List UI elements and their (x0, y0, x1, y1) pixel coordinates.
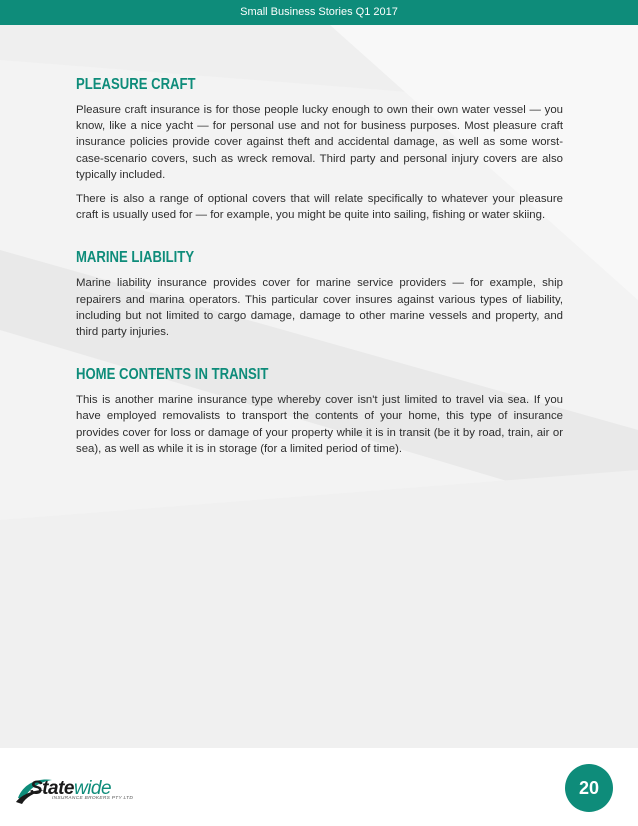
section-home-contents-in-transit (76, 366, 563, 457)
page-number: 20 (578, 778, 600, 798)
logo-wordmark: Statewide (30, 778, 112, 799)
statewide-logo (18, 778, 134, 806)
header-title: Small Business Stories Q1 2017 (240, 6, 398, 18)
page-header (0, 0, 638, 25)
paragraph: There is also a range of optional covers that will relate specifically to whatever your pleasure craft is usually used for — for example, you might be quite into sailing, fishing or water skiing. (76, 193, 563, 222)
paragraph: Marine liability insurance provides cover for marine service providers — for example, ship repairers and marina operators. This particular cover insures against various types of liability, including but not limited to cargo damage, damage to other marine vessels and property, and third party injuries. (76, 277, 563, 339)
section-pleasure-craft (76, 76, 563, 223)
section-marine-liability (76, 249, 563, 340)
paragraph: Pleasure craft insurance is for those people lucky enough to own their own water vessel — you know, like a nice yacht — for personal use and not for business purposes. Most pleasure craft insurance policies provide cover against theft and accidental damage, as well as some worst-case-scenario covers, such as wreck removal. Third party and personal injury covers are also typically included. (76, 104, 563, 181)
section-heading: HOME CONTENTS IN TRANSIT (76, 366, 269, 384)
section-heading: PLEASURE CRAFT (76, 76, 196, 93)
page-number-badge (565, 764, 613, 812)
logo-subtitle: INSURANCE BROKERS PTY LTD (52, 796, 134, 801)
article-body (76, 76, 563, 483)
section-heading: MARINE LIABILITY (76, 249, 195, 267)
paragraph: This is another marine insurance type whereby cover isn't just limited to travel via sea. If you have employed removalists to transport the contents of your home, this type of insurance provides cover for loss or damage of your property while it is in transit (be it by road, train, air or sea), as well as while it is in storage (for a limited period of time). (76, 394, 563, 455)
